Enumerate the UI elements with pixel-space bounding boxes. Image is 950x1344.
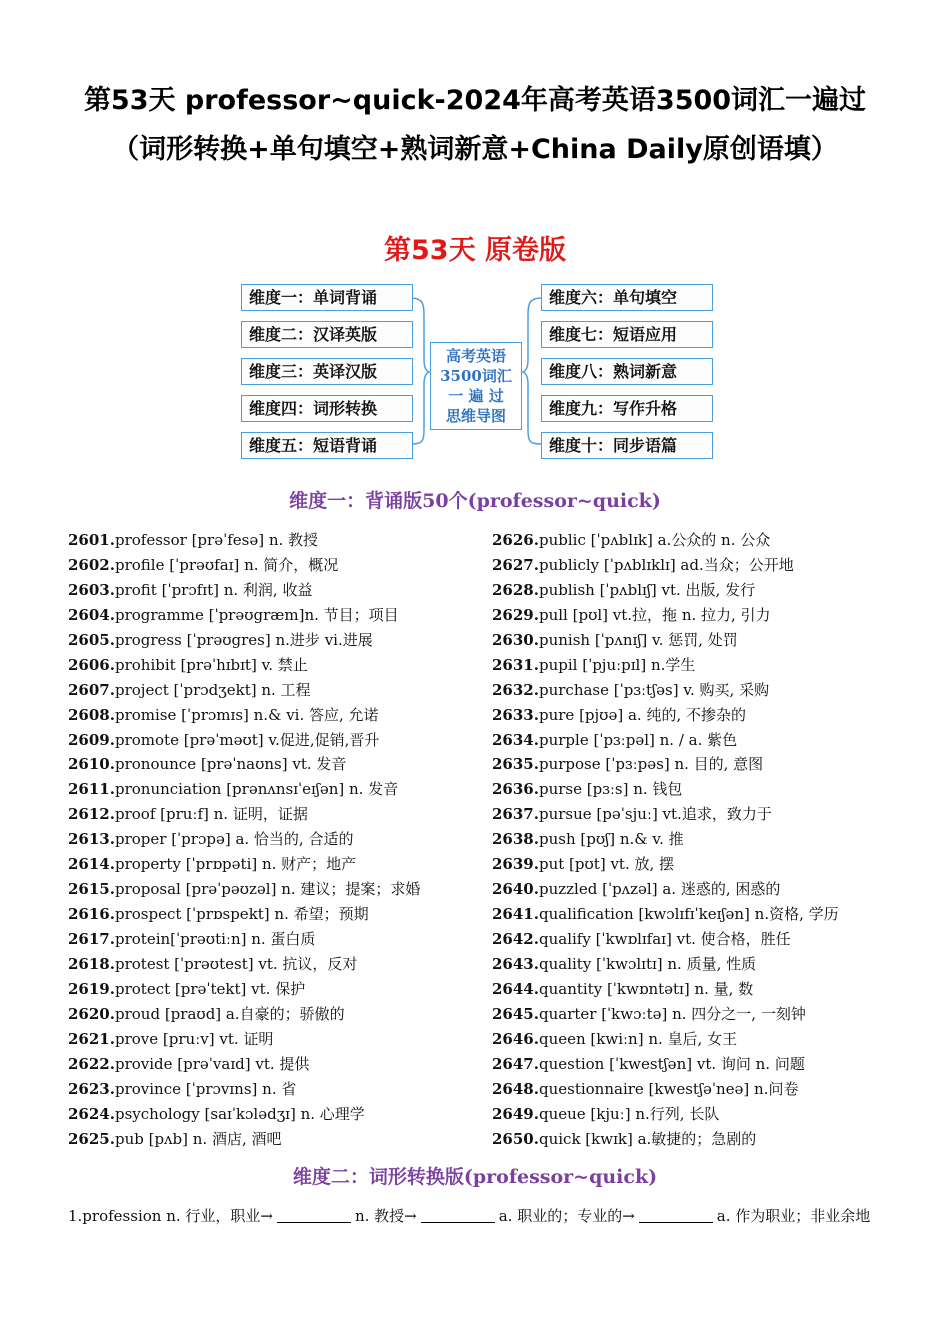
vocab-entry-number: 2650. <box>492 1129 539 1148</box>
vocab-entry-number: 2607. <box>68 680 115 699</box>
vocab-entry <box>68 1127 498 1152</box>
vocab-entry <box>492 653 922 678</box>
vocab-entry-text: questionnaire [kwestʃəˈneə] n.问卷 <box>538 1079 799 1098</box>
vocab-entry-number: 2602. <box>68 555 115 574</box>
vocab-entry-number: 2625. <box>68 1129 115 1148</box>
vocab-entry <box>68 728 498 753</box>
dimension-10-box: 维度十：同步语篇 <box>541 432 713 459</box>
vocab-entry-number: 2639. <box>492 855 539 874</box>
vocab-entry-number: 2626. <box>492 531 539 549</box>
vocab-entry <box>492 852 922 877</box>
vocab-entry-text: puzzled [ˈpʌzəl] a. 迷惑的, 困惑的 <box>538 880 781 899</box>
vocab-entry-number: 2620. <box>68 1004 115 1023</box>
center-line-2: 3500词汇 <box>440 367 512 385</box>
vocab-entry-text: pronounce [prəˈnaʊns] vt. 发音 <box>114 755 347 774</box>
vocab-entry-number: 2628. <box>492 580 539 599</box>
vocab-entry-text: pronunciation [prənʌnsɪˈeɪʃən] n. 发音 <box>114 780 399 799</box>
vocab-entry <box>68 752 498 777</box>
vocab-entry-number: 2635. <box>492 755 539 774</box>
vocab-entry-number: 2632. <box>492 680 539 699</box>
vocab-entry-text: pupil [ˈpjuːpɪl] n.学生 <box>538 655 696 674</box>
vocab-entry <box>68 1027 498 1052</box>
vocab-entry-text: purchase [ˈpɜːtʃəs] v. 购买, 采购 <box>538 680 770 699</box>
vocab-entry-number: 2642. <box>492 930 539 948</box>
vocab-entry-number: 2631. <box>492 655 539 674</box>
mindmap-center <box>430 342 522 430</box>
vocab-entry <box>492 877 922 902</box>
vocab-entry-text: proposal [prəˈpəʊzəl] n. 建议；提案；求婚 <box>114 880 421 899</box>
vocab-entry <box>492 1077 922 1102</box>
mindmap <box>238 280 714 464</box>
vocab-entry-text: put [pʊt] vt. 放, 摆 <box>538 855 675 874</box>
vocab-entry <box>68 902 498 927</box>
vocab-entry <box>492 1052 922 1077</box>
vocab-entry-number: 2617. <box>68 930 115 948</box>
exercise-text-4: a. 作为职业；非业余地 <box>716 1207 871 1225</box>
dimension-6-box: 维度六：单句填空 <box>541 284 713 311</box>
vocab-entry-number: 2645. <box>492 1004 539 1023</box>
vocab-entry-text: psychology [saɪˈkɔlədʒɪ] n. 心理学 <box>114 1104 365 1123</box>
vocab-entry-text: progress [ˈprəʊgres] n.进步 vi.进展 <box>114 630 373 649</box>
vocab-entry-number: 2612. <box>68 805 115 824</box>
vocab-entry-text: protein[ˈprəʊtiːn] n. 蛋白质 <box>114 930 316 948</box>
document-title: 第53天 professor~quick-2024年高考英语3500词汇一遍过（词形转换+单句填空+熟词新意+China Daily原创语填） <box>83 85 867 165</box>
dimension-4-box: 维度四：词形转换 <box>241 395 413 422</box>
vocab-entry <box>68 603 498 628</box>
vocab-entry <box>492 927 922 952</box>
vocab-entry <box>492 628 922 653</box>
vocab-entry-number: 2623. <box>68 1079 115 1098</box>
vocab-entry-number: 2636. <box>492 780 539 799</box>
vocab-entry <box>68 553 498 578</box>
vocab-entry-text: purple [ˈpɜːpəl] n. / a. 紫色 <box>538 730 738 749</box>
vocab-entry-text: protect [prəˈtekt] vt. 保护 <box>114 979 306 998</box>
vocab-entry <box>68 578 498 603</box>
center-line-3: 一 遍 过 <box>448 387 504 405</box>
vocab-entry-text: proper [ˈprɔpə] a. 恰当的, 合适的 <box>114 830 354 849</box>
vocab-entry <box>492 1002 922 1027</box>
vocab-entry <box>68 927 498 952</box>
vocab-entry-text: protest [ˈprəʊtest] vt. 抗议，反对 <box>114 954 358 973</box>
vocab-entry <box>492 1027 922 1052</box>
exercise-text-2: n. 教授→ <box>354 1207 417 1225</box>
vocab-entry-number: 2619. <box>68 979 115 998</box>
vocab-entry-number: 2614. <box>68 855 115 874</box>
vocab-entry-text: province [ˈprɔvɪns] n. 省 <box>114 1079 297 1098</box>
vocab-entry-text: profit [ˈprɔfɪt] n. 利润, 收益 <box>114 580 313 599</box>
vocab-entry-text: punish [ˈpʌnɪʃ] v. 惩罚, 处罚 <box>538 630 738 649</box>
vocab-entry-number: 2643. <box>492 954 539 973</box>
vocab-entry <box>68 802 498 827</box>
vocab-entry-text: question [ˈkwestʃən] vt. 询问 n. 问题 <box>538 1054 805 1073</box>
vocab-entry <box>492 752 922 777</box>
dimension-1-box: 维度一：单词背诵 <box>241 284 413 311</box>
vocab-column-right <box>492 528 922 1151</box>
vocab-entry-number: 2616. <box>68 905 115 924</box>
vocab-entry-text: qualify [ˈkwɒlɪfaɪ] vt. 使合格，胜任 <box>538 930 791 948</box>
center-line-1: 高考英语 <box>445 347 506 365</box>
vocab-entry-text: publicly [ˈpʌblɪklɪ] ad.当众；公开地 <box>538 555 794 574</box>
vocab-entry-text: quarter [ˈkwɔːtə] n. 四分之一, 一刻钟 <box>538 1004 806 1023</box>
exercise-item-1 <box>68 1204 886 1229</box>
vocab-entry-text: quality [ˈkwɔlɪtɪ] n. 质量, 性质 <box>538 954 757 973</box>
vocab-entry-number: 2641. <box>492 905 539 924</box>
vocab-entry-number: 2634. <box>492 730 539 749</box>
vocab-entry <box>492 528 922 553</box>
section2-heading: 维度二：词形转换版(professor~quick) <box>292 1166 658 1188</box>
vocab-entry-text: pub [pʌb] n. 酒店, 酒吧 <box>114 1129 282 1148</box>
vocab-entry-text: pursue [pəˈsjuː] vt.追求，致力于 <box>538 805 772 824</box>
vocab-entry <box>68 952 498 977</box>
vocab-entry-number: 2648. <box>492 1079 539 1098</box>
section1-heading: 维度一：背诵版50个(professor~quick) <box>289 490 661 512</box>
vocab-column-left <box>68 528 498 1151</box>
vocab-entry <box>68 827 498 852</box>
vocab-entry <box>492 1102 922 1127</box>
vocab-entry-text: project [ˈprɔdʒekt] n. 工程 <box>114 680 311 699</box>
vocab-entry-text: purpose [ˈpɜːpəs] n. 目的, 意图 <box>538 755 764 774</box>
vocab-entry-number: 2621. <box>68 1029 115 1048</box>
vocab-entry-number: 2618. <box>68 954 115 973</box>
vocab-entry-number: 2606. <box>68 655 115 674</box>
vocab-entry-text: promise [ˈprɔmɪs] n.& vi. 答应, 允诺 <box>114 705 379 724</box>
vocab-entry-text: queue [kjuː] n.行列, 长队 <box>538 1104 720 1123</box>
exercise-text-1: 1.profession n. 行业，职业→ <box>68 1207 273 1225</box>
vocab-entry <box>492 827 922 852</box>
vocab-entry-text: purse [pɜːs] n. 钱包 <box>538 780 683 799</box>
vocab-entry-number: 2615. <box>68 880 115 899</box>
vocab-entry <box>492 802 922 827</box>
vocab-entry-number: 2608. <box>68 705 115 724</box>
vocab-entry-text: proud [praʊd] a.自豪的；骄傲的 <box>114 1004 345 1023</box>
vocab-entry <box>492 578 922 603</box>
vocab-entry <box>68 653 498 678</box>
vocab-entry-text: promote [prəˈməʊt] v.促进,促销,晋升 <box>114 730 380 749</box>
vocab-entry-text: quick [kwɪk] a.敏捷的；急剧的 <box>538 1129 757 1148</box>
vocab-entry <box>68 528 498 553</box>
vocab-entry-text: public [ˈpʌblɪk] a.公众的 n. 公众 <box>538 531 771 549</box>
vocab-entry-number: 2646. <box>492 1029 539 1048</box>
vocab-entry-text: prohibit [prəˈhɪbɪt] v. 禁止 <box>114 655 308 674</box>
dimension-9-box: 维度九：写作升格 <box>541 395 713 422</box>
vocab-entry <box>68 877 498 902</box>
vocab-entry-text: prospect [ˈprɒspekt] n. 希望；预期 <box>114 905 369 924</box>
vocab-entry-text: provide [prəˈvaɪd] vt. 提供 <box>114 1054 310 1073</box>
vocab-entry-text: publish [ˈpʌblɪʃ] vt. 出版, 发行 <box>538 580 756 599</box>
dimension-2-box: 维度二：汉译英版 <box>241 321 413 348</box>
vocab-entry-number: 2638. <box>492 830 539 849</box>
vocab-entry-number: 2637. <box>492 805 539 824</box>
vocab-entry-number: 2622. <box>68 1054 115 1073</box>
vocab-entry-text: queen [kwiːn] n. 皇后, 女王 <box>538 1029 738 1048</box>
dimension-3-box: 维度三：英译汉版 <box>241 358 413 385</box>
vocab-entry <box>68 628 498 653</box>
document-subtitle: 第53天 原卷版 <box>384 235 566 266</box>
vocab-entry-number: 2610. <box>68 755 115 774</box>
vocab-entry-text: prove [pruːv] vt. 证明 <box>114 1029 274 1048</box>
vocab-entry-text: pure [pjʊə] a. 纯的, 不掺杂的 <box>538 705 746 724</box>
vocab-entry-number: 2611. <box>68 780 115 799</box>
vocab-entry <box>68 977 498 1002</box>
vocab-entry <box>68 703 498 728</box>
vocab-entry-text: professor [prəˈfesə] n. 教授 <box>114 531 319 549</box>
vocab-entry-number: 2605. <box>68 630 115 649</box>
vocab-entry <box>68 852 498 877</box>
vocab-entry <box>68 777 498 802</box>
vocab-entry <box>492 952 922 977</box>
vocab-entry-number: 2647. <box>492 1054 539 1073</box>
vocab-entry <box>492 1127 922 1152</box>
vocab-entry-text: qualification [kwɔlɪfɪˈkeɪʃən] n.资格, 学历 <box>538 905 839 924</box>
vocab-entry-text: quantity [ˈkwɒntətɪ] n. 量, 数 <box>538 979 754 998</box>
vocab-entry-number: 2627. <box>492 555 539 574</box>
dimension-7-box: 维度七：短语应用 <box>541 321 713 348</box>
center-line-4: 思维导图 <box>445 407 506 425</box>
vocab-entry-number: 2649. <box>492 1104 539 1123</box>
vocab-entry <box>68 1002 498 1027</box>
vocab-entry-number: 2630. <box>492 630 539 649</box>
vocab-entry <box>492 977 922 1002</box>
vocab-entry-number: 2609. <box>68 730 115 749</box>
exercise-text-3: a. 职业的；专业的→ <box>498 1207 635 1225</box>
vocab-entry-text: programme [ˈprəʊgræm]n. 节目；项目 <box>114 605 399 624</box>
vocab-entry-number: 2633. <box>492 705 539 724</box>
vocab-entry-number: 2601. <box>68 531 115 549</box>
vocab-entry-text: push [pʊʃ] n.& v. 推 <box>538 830 684 849</box>
vocab-entry-number: 2644. <box>492 979 539 998</box>
vocab-entry-number: 2624. <box>68 1104 115 1123</box>
vocab-entry <box>68 678 498 703</box>
answer-blank[interactable] <box>421 1207 495 1223</box>
vocab-entry <box>68 1102 498 1127</box>
vocab-entry-number: 2603. <box>68 580 115 599</box>
vocab-entry <box>492 678 922 703</box>
dimension-8-box: 维度八：熟词新意 <box>541 358 713 385</box>
vocab-entry-text: property [ˈprɒpəti] n. 财产；地产 <box>114 855 357 874</box>
vocab-entry <box>492 728 922 753</box>
vocab-entry-number: 2629. <box>492 605 539 624</box>
vocab-entry <box>492 902 922 927</box>
vocab-entry <box>492 703 922 728</box>
vocab-entry <box>68 1052 498 1077</box>
vocab-entry <box>492 777 922 802</box>
vocab-entry-number: 2640. <box>492 880 539 899</box>
vocab-entry <box>68 1077 498 1102</box>
vocab-entry <box>492 553 922 578</box>
vocab-entry-number: 2613. <box>68 830 115 849</box>
answer-blank[interactable] <box>277 1207 351 1223</box>
dimension-5-box: 维度五：短语背诵 <box>241 432 413 459</box>
vocab-entry-text: pull [pʊl] vt.拉，拖 n. 拉力, 引力 <box>538 605 771 624</box>
vocab-entry-text: profile [ˈprəʊfaɪ] n. 简介，概况 <box>114 555 339 574</box>
vocab-entry-text: proof [pruːf] n. 证明，证据 <box>114 805 308 824</box>
vocab-entry <box>492 603 922 628</box>
answer-blank[interactable] <box>639 1207 713 1223</box>
vocab-entry-number: 2604. <box>68 605 115 624</box>
